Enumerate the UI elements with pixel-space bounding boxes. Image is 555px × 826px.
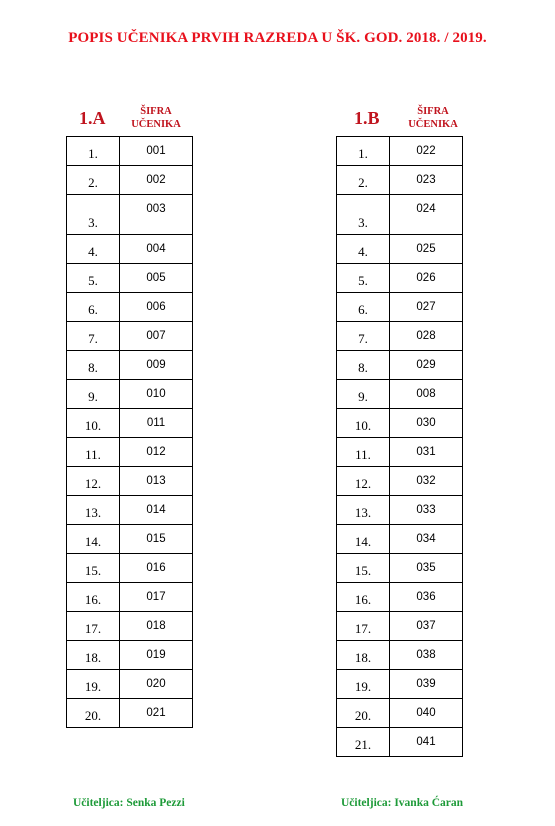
student-code: 015	[120, 525, 193, 554]
class-b-table	[336, 136, 463, 757]
student-code: 033	[390, 496, 463, 525]
row-number: 12.	[337, 467, 390, 496]
student-code: 001	[120, 137, 193, 166]
student-code: 004	[120, 235, 193, 264]
row-number: 7.	[67, 322, 120, 351]
code-header-line-2: UČENIKA	[408, 119, 458, 130]
table-row	[337, 137, 463, 166]
student-code: 020	[120, 670, 193, 699]
student-code: 018	[120, 612, 193, 641]
student-code: 016	[120, 554, 193, 583]
row-number: 20.	[67, 699, 120, 728]
student-code: 039	[390, 670, 463, 699]
row-number: 19.	[337, 670, 390, 699]
student-code: 021	[120, 699, 193, 728]
class-a-name: 1.A	[79, 108, 106, 128]
page-title: POPIS UČENIKA PRVIH RAZREDA U ŠK. GOD. 2018. / 2019.	[68, 30, 487, 46]
table-row	[67, 409, 193, 438]
table-row	[67, 293, 193, 322]
student-code: 011	[120, 409, 193, 438]
code-header-line-1: ŠIFRA	[417, 106, 449, 117]
student-code: 017	[120, 583, 193, 612]
row-number: 14.	[67, 525, 120, 554]
table-row	[337, 264, 463, 293]
table-row	[337, 380, 463, 409]
table-row	[337, 166, 463, 195]
student-code: 036	[390, 583, 463, 612]
student-code: 026	[390, 264, 463, 293]
row-number: 8.	[337, 351, 390, 380]
student-code: 005	[120, 264, 193, 293]
row-number: 16.	[337, 583, 390, 612]
table-row	[67, 235, 193, 264]
row-number: 9.	[67, 380, 120, 409]
row-number: 15.	[67, 554, 120, 583]
row-number: 6.	[67, 293, 120, 322]
row-number: 1.	[67, 137, 120, 166]
table-row	[67, 699, 193, 728]
class-b-code-header	[398, 105, 468, 131]
row-number: 9.	[337, 380, 390, 409]
row-number: 11.	[67, 438, 120, 467]
student-code: 006	[120, 293, 193, 322]
row-number: 10.	[337, 409, 390, 438]
student-code: 007	[120, 322, 193, 351]
table-row	[337, 583, 463, 612]
student-code: 027	[390, 293, 463, 322]
student-code: 034	[390, 525, 463, 554]
student-code: 012	[120, 438, 193, 467]
table-row	[67, 322, 193, 351]
table-row	[337, 351, 463, 380]
table-row	[67, 166, 193, 195]
table-row	[67, 351, 193, 380]
row-number: 7.	[337, 322, 390, 351]
student-code: 035	[390, 554, 463, 583]
student-code: 029	[390, 351, 463, 380]
table-row	[67, 467, 193, 496]
row-number: 11.	[337, 438, 390, 467]
row-number: 4.	[337, 235, 390, 264]
student-code: 009	[120, 351, 193, 380]
table-row	[67, 525, 193, 554]
row-number: 3.	[67, 195, 120, 235]
student-code: 037	[390, 612, 463, 641]
table-row	[67, 195, 193, 235]
student-code: 023	[390, 166, 463, 195]
row-number: 16.	[67, 583, 120, 612]
table-row	[337, 641, 463, 670]
student-code: 003	[120, 195, 193, 235]
student-code: 030	[390, 409, 463, 438]
table-row	[337, 612, 463, 641]
table-row	[67, 612, 193, 641]
row-number: 17.	[67, 612, 120, 641]
code-header-line-1: ŠIFRA	[140, 106, 172, 117]
table-row	[337, 699, 463, 728]
student-code: 032	[390, 467, 463, 496]
code-header-line-2: UČENIKA	[131, 119, 181, 130]
row-number: 8.	[67, 351, 120, 380]
row-number: 3.	[337, 195, 390, 235]
table-row	[67, 670, 193, 699]
row-number: 6.	[337, 293, 390, 322]
row-number: 14.	[337, 525, 390, 554]
student-code: 024	[390, 195, 463, 235]
table-row	[337, 438, 463, 467]
student-code: 019	[120, 641, 193, 670]
table-row	[67, 496, 193, 525]
table-row	[337, 728, 463, 757]
row-number: 2.	[337, 166, 390, 195]
student-code: 038	[390, 641, 463, 670]
table-row	[337, 235, 463, 264]
table-row	[67, 264, 193, 293]
student-code: 008	[390, 380, 463, 409]
row-number: 5.	[337, 264, 390, 293]
table-row	[337, 409, 463, 438]
table-row	[67, 641, 193, 670]
student-code: 013	[120, 467, 193, 496]
table-row	[67, 554, 193, 583]
row-number: 19.	[67, 670, 120, 699]
table-row	[337, 496, 463, 525]
student-code: 031	[390, 438, 463, 467]
row-number: 5.	[67, 264, 120, 293]
student-code: 022	[390, 137, 463, 166]
student-code: 002	[120, 166, 193, 195]
student-code: 025	[390, 235, 463, 264]
student-code: 010	[120, 380, 193, 409]
student-code: 041	[390, 728, 463, 757]
table-row	[67, 137, 193, 166]
row-number: 13.	[67, 496, 120, 525]
class-a-teacher: Učiteljica: Senka Pezzi	[73, 797, 185, 809]
class-b-name: 1.B	[354, 108, 380, 128]
table-row	[337, 467, 463, 496]
table-row	[67, 380, 193, 409]
table-row	[67, 583, 193, 612]
student-code: 014	[120, 496, 193, 525]
row-number: 1.	[337, 137, 390, 166]
table-row	[337, 322, 463, 351]
row-number: 18.	[67, 641, 120, 670]
row-number: 12.	[67, 467, 120, 496]
table-row	[337, 293, 463, 322]
student-code: 028	[390, 322, 463, 351]
row-number: 10.	[67, 409, 120, 438]
table-row	[337, 525, 463, 554]
class-a-code-header	[121, 105, 191, 131]
table-row	[337, 670, 463, 699]
row-number: 13.	[337, 496, 390, 525]
table-row	[337, 554, 463, 583]
row-number: 2.	[67, 166, 120, 195]
student-code: 040	[390, 699, 463, 728]
row-number: 15.	[337, 554, 390, 583]
row-number: 21.	[337, 728, 390, 757]
class-a-table	[66, 136, 193, 728]
row-number: 4.	[67, 235, 120, 264]
row-number: 18.	[337, 641, 390, 670]
row-number: 17.	[337, 612, 390, 641]
row-number: 20.	[337, 699, 390, 728]
table-row	[67, 438, 193, 467]
table-row	[337, 195, 463, 235]
class-b-teacher: Učiteljica: Ivanka Ćaran	[341, 797, 464, 809]
